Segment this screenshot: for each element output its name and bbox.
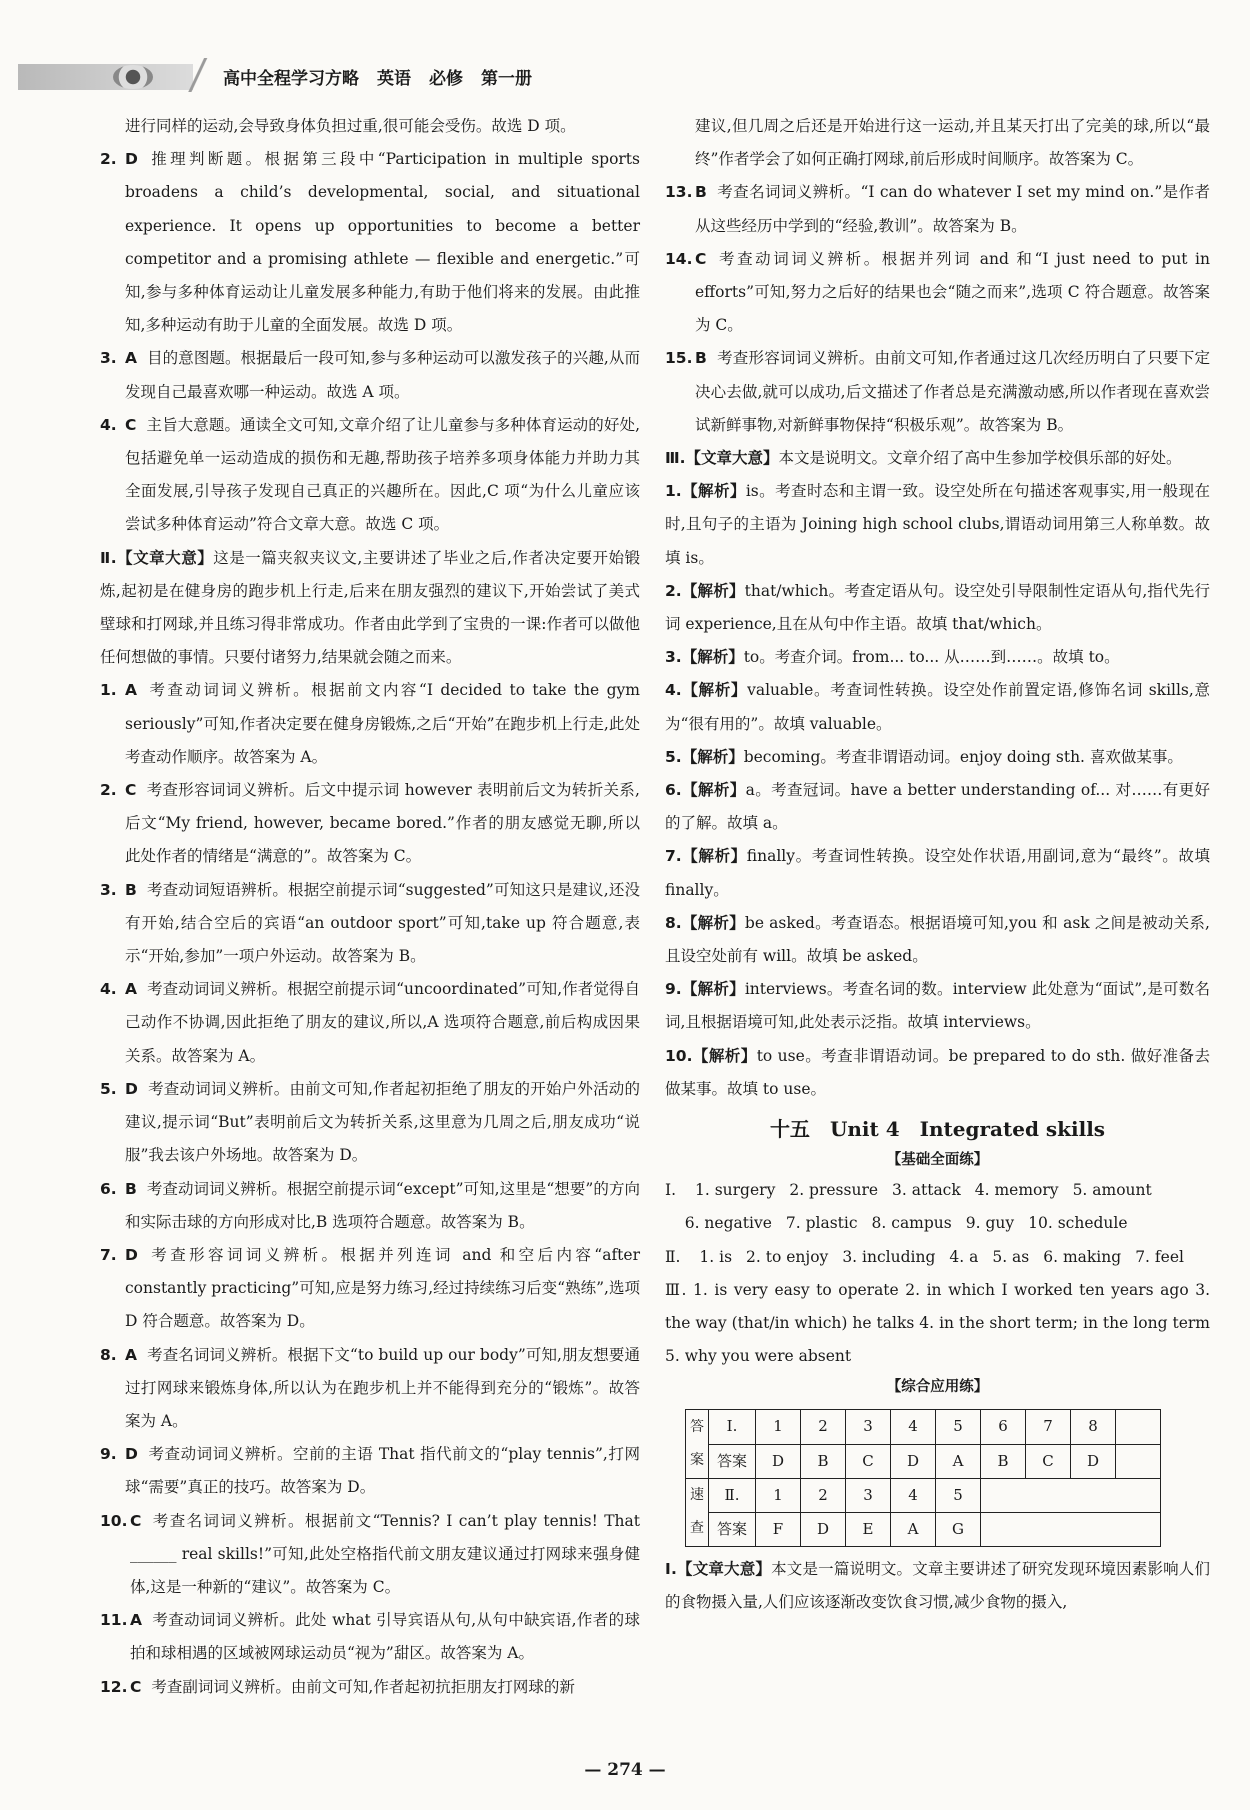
item-text: 考查名词词义辨析。根据下文“to build up our body”可知,朋友想要通过打网球来锻炼身体,所以认为在跑步机上并不能得到充分的“锻炼”。故答案为 A。: [125, 1345, 640, 1430]
answer-cell: D: [1071, 1444, 1116, 1478]
word-answer: 4. a: [949, 1247, 979, 1266]
item-text: to。考查介词。from... to... 从……到……。故填 to。: [743, 648, 1120, 667]
basic-section-2: [665, 1241, 1210, 1274]
basic-section-1: [665, 1174, 1210, 1240]
header-band: [18, 64, 193, 90]
item-answer: D: [125, 1079, 138, 1098]
empty-cell: [981, 1478, 1161, 1512]
section-label: Ⅱ.【文章大意】: [100, 548, 214, 567]
answer-cell: D: [801, 1512, 846, 1546]
item-number: 3.: [665, 648, 682, 667]
item-text: a。考查冠词。have a better understanding of... 对……有更好的了解。故填 a。: [665, 781, 1210, 833]
answer-item: [100, 1239, 640, 1339]
empty-cell: [1116, 1444, 1161, 1478]
section-summary: [100, 542, 640, 675]
item-text: 考查动词短语辨析。根据空前提示词“suggested”可知这只是建议,还没有开始,结合空后的宾语“an outdoor sport”可知,take up 符合题意,表示“开始,参加”一项户外运动。故答案为 B。: [125, 880, 640, 966]
item-answer: A: [125, 349, 137, 368]
analysis-tag: 【解析】: [681, 482, 746, 501]
grammar-item: [665, 575, 1210, 641]
answer-item: [100, 1073, 640, 1173]
item-number: 14.: [665, 249, 693, 268]
answer-label: 答案: [709, 1512, 756, 1546]
unit-number: 十五: [769, 1117, 810, 1142]
question-number: 1: [756, 1410, 801, 1444]
subject: 英语: [377, 69, 411, 89]
answer-item: [100, 342, 640, 408]
section-summary: [665, 1553, 1210, 1619]
item-number: 2.: [100, 150, 117, 169]
item-text: 考查形容词词义辨析。后文中提示词 however 表明前后文为转折关系,后文“My friend, however, became bored.”作者的朋友感觉无聊,所以此处作者的情绪是“满意的”。故答案为 C。: [125, 781, 640, 866]
item-number: 15.: [665, 349, 693, 368]
answer-cell: C: [1026, 1444, 1071, 1478]
item-number: 2.: [100, 781, 117, 800]
item-answer: B: [125, 880, 137, 899]
item-number: 10.: [100, 1511, 128, 1530]
section-summary: [665, 442, 1210, 475]
question-number: 5: [936, 1410, 981, 1444]
question-number: 4: [891, 1478, 936, 1512]
analysis-tag: 【解析】: [681, 747, 744, 766]
word-answer: 8. campus: [871, 1214, 952, 1233]
analysis-tag: 【解析】: [681, 781, 746, 800]
word-answer: 1. surgery: [695, 1181, 776, 1200]
item-answer: C: [695, 249, 707, 268]
left-column: [100, 110, 640, 1704]
word-answer: 10. schedule: [1028, 1214, 1128, 1233]
word-answer: 5. amount: [1072, 1181, 1152, 1200]
item-text: becoming。考查非谓语动词。enjoy doing sth. 喜欢做某事。: [743, 747, 1183, 766]
answer-cell: D: [891, 1444, 936, 1478]
section-text: 本文是一篇说明文。文章主要讲述了研究发现环境因素影响人们的食物摄入量,人们应该逐渐改变饮食习惯,减少食物的摄入,: [665, 1560, 1210, 1612]
question-number: 2: [801, 1478, 846, 1512]
question-number: 1: [756, 1478, 801, 1512]
eye-logo-icon: [113, 65, 153, 89]
word-answer: 3. including: [842, 1247, 936, 1266]
continued-paragraph: [665, 110, 1210, 176]
grammar-item: [665, 840, 1210, 906]
answer-item: [665, 176, 1210, 242]
item-text: 目的意图题。根据最后一段可知,参与多种运动可以激发孩子的兴趣,从而发现自己最喜欢哪一种运动。故选 A 项。: [125, 349, 640, 401]
answer-item: [100, 1604, 640, 1670]
empty-cell: [1116, 1410, 1161, 1444]
analysis-tag: 【解析】: [681, 847, 747, 866]
answer-item: [100, 1173, 640, 1239]
item-answer: B: [695, 183, 707, 202]
word-answer: 9. guy: [965, 1214, 1015, 1233]
section-label: Ⅲ.【文章大意】: [665, 449, 779, 468]
answer-cell: B: [981, 1444, 1026, 1478]
item-answer: C: [125, 415, 137, 434]
paragraph-text: 建议,但几周之后还是开始进行这一运动,并且某天打出了完美的球,所以“最终”作者学会了如何正确打网球,前后形成时间顺序。故答案为 C。: [695, 117, 1210, 169]
item-text: 考查动词词义辨析。此处 what 引导宾语从句,从句中缺宾语,作者的球拍和球相遇的区域被网球运动员“视为”甜区。故答案为 A。: [130, 1611, 640, 1663]
header-title: [223, 64, 550, 89]
analysis-tag: 【解析】: [681, 980, 745, 999]
answer-item: [100, 973, 640, 1073]
grammar-item: [665, 907, 1210, 973]
word-answer: 6. negative: [684, 1214, 772, 1233]
section-label: Ⅰ.【文章大意】: [665, 1560, 772, 1579]
sentence-answers: 1. is very easy to operate 2. in which I worked ten years ago 3. the way (that/in which) he talks 4. in the short term; in the long term 5. why you were absent: [665, 1280, 1211, 1366]
question-number: 4: [891, 1410, 936, 1444]
item-answer: C: [130, 1677, 142, 1696]
item-answer: D: [125, 1445, 138, 1464]
item-answer: D: [125, 150, 138, 169]
item-text: 考查动词词义辨析。由前文可知,作者起初拒绝了朋友的开始户外活动的建议,提示词“But”表明前后文为转折关系,这里意为几周之后,朋友成功“说服”我去该户外场地。故答案为 D。: [125, 1079, 640, 1165]
grammar-item: [665, 674, 1210, 740]
item-text: 考查形容词词义辨析。由前文可知,作者通过这几次经历明白了只要下定决心去做,就可以成功,后文描述了作者总是充满激动感,所以作者现在喜欢尝试新鲜事物,对新鲜事物保持“积极乐观”。故答案为 B。: [695, 349, 1210, 434]
item-text: 考查副词词义辨析。由前文可知,作者起初抗拒朋友打网球的新: [151, 1677, 575, 1696]
item-number: 12.: [100, 1677, 128, 1696]
unit-heading: [665, 1114, 1210, 1144]
item-text: interviews。考查名词的数。interview 此处意为“面试”,是可数名词,且根据语境可知,此处表示泛指。故填 interviews。: [665, 980, 1210, 1032]
answer-key-table: [685, 1409, 1161, 1547]
item-text: that/which。考查定语从句。设空处引导限制性定语从句,指代先行词 experience,且在从句中作主语。故填 that/which。: [665, 581, 1210, 634]
analysis-tag: 【解析】: [681, 581, 745, 600]
answer-item: [100, 143, 640, 342]
item-answer: A: [125, 1345, 137, 1364]
item-number: 13.: [665, 183, 693, 202]
answer-cell: C: [846, 1444, 891, 1478]
item-number: 1.: [100, 681, 117, 700]
item-number: 7.: [100, 1245, 117, 1264]
side-label: [686, 1410, 709, 1478]
item-number: 5.: [100, 1079, 117, 1098]
item-number: 9.: [665, 980, 682, 999]
answer-item: [100, 774, 640, 874]
section-text: 本文是说明文。文章介绍了高中生参加学校俱乐部的好处。: [778, 449, 1182, 468]
item-text: 主旨大意题。通读全文可知,文章介绍了让儿童参与多种体育运动的好处,包括避免单一运动造成的损伤和无趣,帮助孩子培养多项身体能力并助力其全面发展,引导孩子发现自己真正的兴趣所在。因此,C 项“为什么儿童应该尝试多种体育运动”符合文章大意。故选 C 项。: [125, 415, 640, 534]
item-text: valuable。考查词性转换。设空处作前置定语,修饰名词 skills,意为“很有用的”。故填 valuable。: [665, 681, 1210, 733]
item-number: 2.: [665, 581, 682, 600]
item-text: 考查形容词词义辨析。根据并列连词 and 和空后内容“after constantly practicing”可知,应是努力练习,经过持续练习后变“熟练”,选项 D 符合题意。故答案为 D。: [125, 1245, 640, 1331]
item-number: 8.: [100, 1345, 117, 1364]
item-text: be asked。考查语态。根据语境可知,you 和 ask 之间是被动关系,且设空处前有 will。故填 be asked。: [665, 913, 1210, 966]
answer-item: [100, 1438, 640, 1504]
answer-cell: D: [756, 1444, 801, 1478]
answer-item: [100, 409, 640, 542]
answer-cell: F: [756, 1512, 801, 1546]
side-char: 案: [690, 1452, 704, 1469]
grammar-item: [665, 475, 1210, 575]
header-slash: [183, 58, 213, 92]
word-answer: 2. pressure: [789, 1181, 879, 1200]
side-char: 查: [690, 1520, 704, 1537]
item-text: 考查名词词义辨析。根据前文“Tennis? I can’t play tennis! That ______ real skills!”可知,此处空格指代前文朋友建议通过打网球来强身健体,这是一种新的“建议”。故答案为 C。: [130, 1511, 640, 1596]
word-answer: 3. attack: [892, 1181, 961, 1200]
row-label: Ⅱ.: [709, 1478, 756, 1512]
question-number: 3: [846, 1478, 891, 1512]
analysis-tag: 【解析】: [681, 681, 748, 700]
section-text: 这是一篇夹叙夹议文,主要讲述了毕业之后,作者决定要开始锻炼,起初是在健身房的跑步机上行走,后来在朋友强烈的建议下,开始尝试了美式壁球和打网球,并且练习得非常成功。作者由此学到了宝贵的一课:作者可以做他任何想做的事情。只要付诸努力,结果就会随之而来。: [100, 548, 641, 667]
item-text: 考查动词词义辨析。根据空前提示词“uncoordinated”可知,作者觉得自己动作不协调,因此拒绝了朋友的建议,所以,A 选项符合题意,前后构成因果关系。故答案为 A。: [125, 980, 640, 1065]
unit-name: Unit 4: [829, 1117, 900, 1142]
item-answer: B: [695, 349, 707, 368]
right-column: [665, 110, 1210, 1620]
item-number: 1.: [665, 482, 682, 501]
word-answer: 5. as: [992, 1247, 1030, 1266]
item-number: 3.: [100, 880, 117, 899]
grammar-item: [665, 641, 1210, 674]
word-answer: 1. is: [699, 1247, 733, 1266]
empty-cell: [981, 1512, 1161, 1546]
answer-cell: A: [891, 1512, 936, 1546]
answer-cell: A: [936, 1444, 981, 1478]
comprehensive-practice-heading: 【综合应用练】: [886, 1379, 989, 1396]
side-label: [686, 1478, 709, 1546]
page-header: [18, 58, 578, 92]
answer-label: 答案: [709, 1444, 756, 1478]
unit-topic: Integrated skills: [919, 1117, 1106, 1142]
item-number: 7.: [665, 847, 682, 866]
question-number: 6: [981, 1410, 1026, 1444]
answer-cell: E: [846, 1512, 891, 1546]
item-answer: C: [130, 1511, 142, 1530]
item-text: 推理判断题。根据第三段中“Participation in multiple sports broadens a child’s developmental, social, and situational experience. It opens up opportunities to become a better competitor and a promising athlete — flexible and energetic.”可知,参与多种体育运动让儿童发展多种能力,有助于他们将来的发展。由此推知,多种运动有助于儿童的全面发展。故选 D 项。: [125, 150, 640, 335]
item-number: 4.: [100, 980, 117, 999]
item-answer: B: [125, 1179, 137, 1198]
item-number: 9.: [100, 1445, 117, 1464]
analysis-tag: 【解析】: [681, 648, 744, 667]
item-number: 8.: [665, 913, 682, 932]
basic-practice-heading: 【基础全面练】: [886, 1152, 989, 1169]
word-answer: 7. feel: [1135, 1247, 1184, 1266]
section-number: Ⅰ.: [665, 1181, 677, 1200]
item-number: 10.: [665, 1046, 693, 1065]
side-char: 答: [690, 1418, 704, 1435]
item-number: 6.: [100, 1179, 117, 1198]
grammar-item: [665, 741, 1210, 774]
question-number: 3: [846, 1410, 891, 1444]
answer-item: [100, 874, 640, 974]
question-number: 7: [1026, 1410, 1071, 1444]
section-number: Ⅱ.: [665, 1247, 681, 1266]
answer-item: [665, 342, 1210, 442]
analysis-tag: 【解析】: [692, 1046, 757, 1065]
grammar-item: [665, 1040, 1210, 1106]
question-number: 2: [801, 1410, 846, 1444]
item-answer: D: [125, 1245, 138, 1264]
item-text: finally。考查词性转换。设空处作状语,用副词,意为“最终”。故填 finally。: [665, 847, 1210, 899]
item-number: 11.: [100, 1611, 128, 1630]
item-answer: A: [125, 681, 137, 700]
item-text: is。考查时态和主谓一致。设空处所在句描述客观事实,用一般现在时,且句子的主语为 Joining high school clubs,谓语动词用第三人称单数。故填 is。: [665, 482, 1210, 567]
word-answer: 7. plastic: [785, 1214, 858, 1233]
item-text: 考查动词词义辨析。根据空前提示词“except”可知,这里是“想要”的方向和实际击球的方向形成对比,B 选项符合题意。故答案为 B。: [125, 1179, 640, 1231]
side-char: 速: [690, 1487, 704, 1504]
item-number: 6.: [665, 781, 682, 800]
item-text: 考查名词词义辨析。“I can do whatever I set my mind on.”是作者从这些经历中学到的“经验,教训”。故答案为 B。: [695, 183, 1210, 235]
item-number: 5.: [665, 747, 682, 766]
volume: 必修: [429, 69, 463, 89]
item-number: 4.: [665, 681, 682, 700]
analysis-tag: 【解析】: [681, 913, 745, 932]
answer-cell: B: [801, 1444, 846, 1478]
book-title: 高中全程学习方略: [223, 69, 359, 89]
answer-item: [100, 674, 640, 774]
section-number: Ⅲ.: [665, 1280, 687, 1299]
answer-item: [100, 1339, 640, 1439]
paragraph-text: 进行同样的运动,会导致身体负担过重,很可能会受伤。故选 D 项。: [125, 117, 576, 135]
item-text: 考查动词词义辨析。根据并列词 and 和“I just need to put in efforts”可知,努力之后好的结果也会“随之而来”,选项 C 符合题意。故答案为 C。: [695, 249, 1210, 335]
answer-item: [100, 1671, 640, 1704]
question-number: 5: [936, 1478, 981, 1512]
item-number: 4.: [100, 415, 117, 434]
continued-paragraph: [100, 110, 640, 143]
row-label: Ⅰ.: [709, 1410, 756, 1444]
grammar-item: [665, 973, 1210, 1039]
word-answer: 2. to enjoy: [746, 1247, 829, 1266]
item-number: 3.: [100, 349, 117, 368]
answer-cell: G: [936, 1512, 981, 1546]
item-answer: A: [125, 980, 137, 999]
page-number: — 274 —: [584, 1760, 666, 1780]
answer-item: [100, 1505, 640, 1605]
item-answer: A: [130, 1611, 142, 1630]
book-number: 第一册: [481, 69, 532, 89]
item-text: to use。考查非谓语动词。be prepared to do sth. 做好准备去做某事。故填 to use。: [665, 1046, 1210, 1098]
grammar-item: [665, 774, 1210, 840]
word-answer: 4. memory: [974, 1181, 1059, 1200]
basic-section-3: [665, 1274, 1210, 1374]
word-answer: 6. making: [1043, 1247, 1122, 1266]
item-text: 考查动词词义辨析。空前的主语 That 指代前文的“play tennis”,打网球“需要”真正的技巧。故答案为 D。: [125, 1445, 640, 1497]
item-text: 考查动词词义辨析。根据前文内容“I decided to take the gym seriously”可知,作者决定要在健身房锻炼,之后“开始”在跑步机上行走,此处考查动作顺序。故答案为 A。: [125, 681, 640, 766]
question-number: 8: [1071, 1410, 1116, 1444]
item-answer: C: [125, 781, 137, 800]
answer-item: [665, 243, 1210, 343]
